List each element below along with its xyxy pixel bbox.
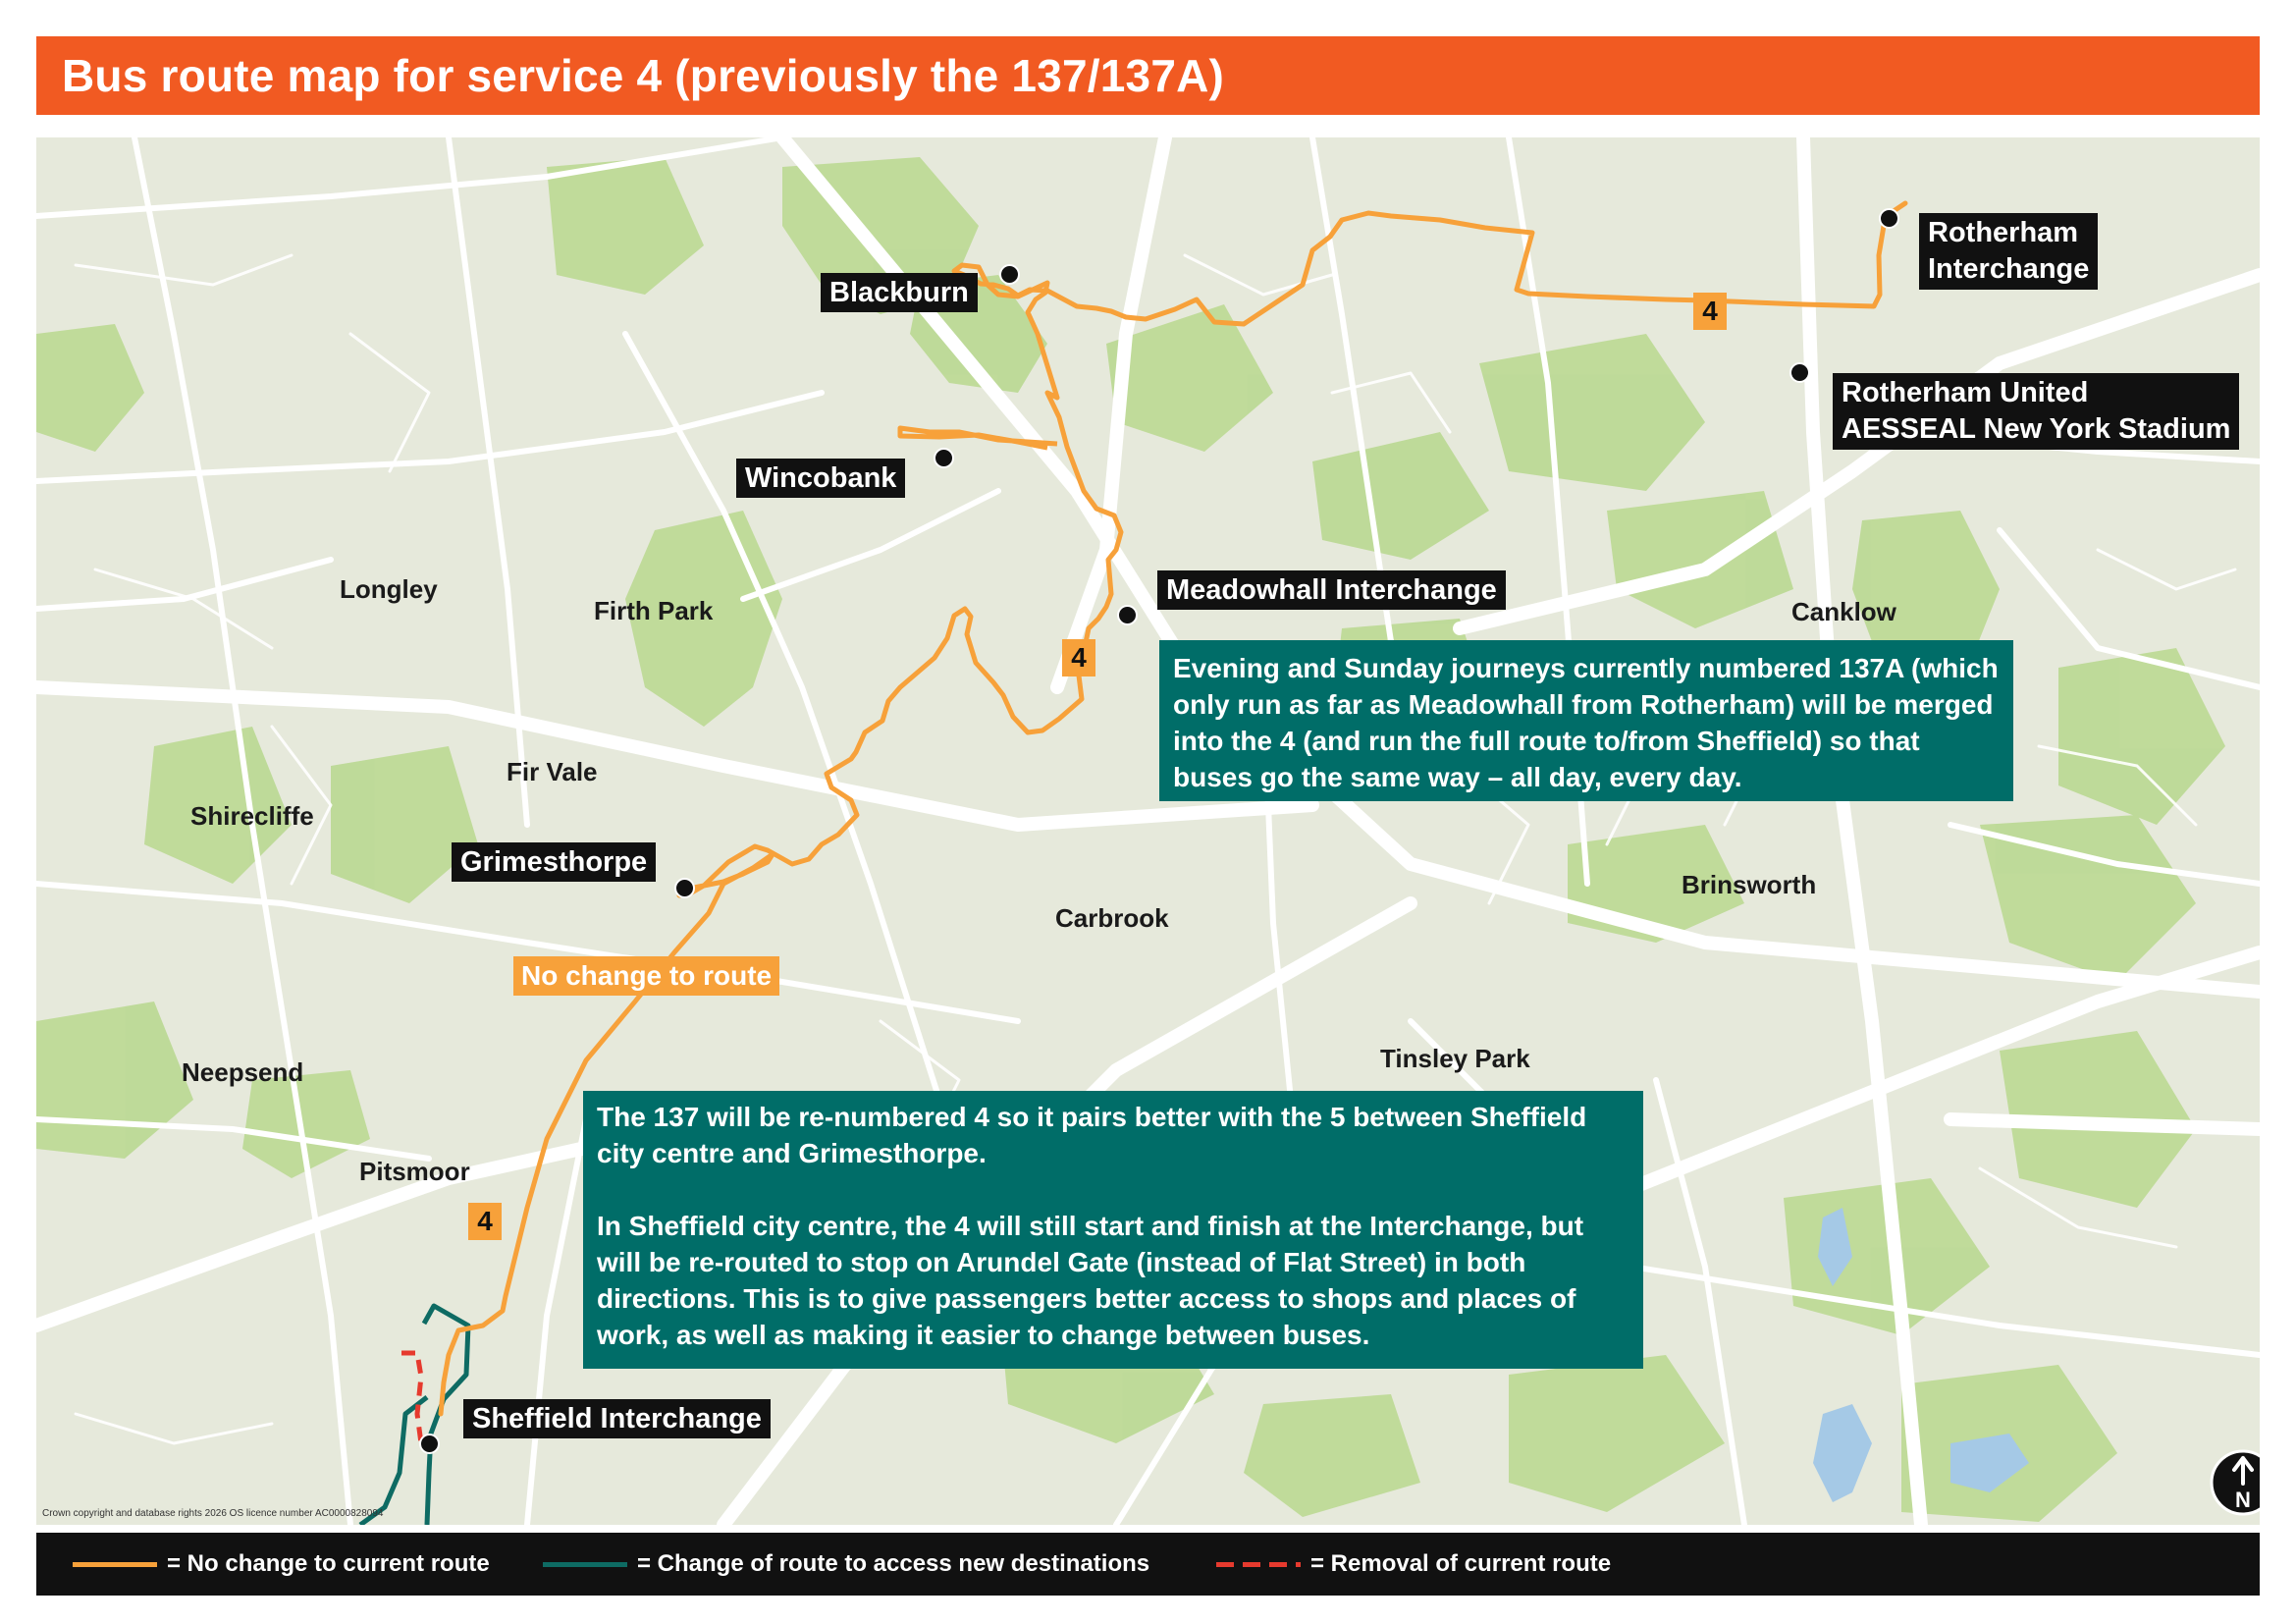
info-renumber-paragraph-2: In Sheffield city centre, the 4 will still start and finish at the Interchange, but will be re-routed to stop on Arundel Gate (instead of Flat Street) in both directions. This is to give passengers better access to shops and places of work, as well as making it easier to change between buses. [597, 1211, 1584, 1350]
copyright-notice: Crown copyright and database rights 2026 OS licence number AC0000828094 [42, 1508, 384, 1519]
north-arrow-icon [2209, 1448, 2260, 1517]
legend-green-line [543, 1562, 627, 1567]
stop-label-rotherham-united[interactable]: Rotherham United AESSEAL New York Stadium [1833, 373, 2239, 450]
place-shirecliffe: Shirecliffe [190, 801, 314, 831]
stop-label-sheffield-interchange[interactable]: Sheffield Interchange [463, 1399, 771, 1438]
route-number-marker-meadowhall: 4 [1062, 639, 1095, 677]
sheffield-interchange-stop-dot[interactable] [419, 1434, 440, 1454]
legend-orange-line [73, 1562, 157, 1567]
route-number-marker-rotherham: 4 [1693, 293, 1727, 330]
no-change-callout: No change to route [513, 956, 779, 996]
stop-label-wincobank[interactable]: Wincobank [736, 459, 905, 498]
grimesthorpe-stop-dot[interactable] [674, 878, 695, 898]
place-pitsmoor: Pitsmoor [359, 1157, 470, 1186]
place-brinsworth: Brinsworth [1682, 870, 1817, 899]
route-number-marker-pitsmoor: 4 [468, 1203, 502, 1240]
legend-label-no-change: = No change to current route [167, 1550, 490, 1577]
map-title: Bus route map for service 4 (previously the 137/137A) [36, 36, 2260, 115]
stop-label-blackburn[interactable]: Blackburn [821, 273, 978, 312]
legend-item-no-change [73, 1533, 490, 1596]
place-neepsend: Neepsend [182, 1057, 304, 1087]
info-137a-text: Evening and Sunday journeys currently numbered 137A (which only run as far as Meadowhall from Rotherham) will be merged into the 4 (and run the full route to/from Sheffield) so that buses go the same way – all day, every day. [1173, 653, 1999, 792]
rotherham-interchange-stop-dot[interactable] [1879, 208, 1899, 229]
legend-red-dashed-line [1216, 1562, 1301, 1567]
stop-label-meadowhall[interactable]: Meadowhall Interchange [1157, 570, 1506, 610]
blackburn-stop-dot[interactable] [999, 264, 1020, 285]
rotherham-united-stop-dot[interactable] [1789, 362, 1810, 383]
legend-item-change-of-route [543, 1533, 1149, 1596]
place-canklow: Canklow [1791, 597, 1896, 626]
wincobank-stop-dot[interactable] [934, 448, 954, 468]
legend [36, 1533, 2260, 1596]
north-label: N [2235, 1488, 2251, 1512]
stop-label-grimesthorpe[interactable]: Grimesthorpe [452, 842, 656, 882]
meadowhall-stop-dot[interactable] [1117, 605, 1138, 625]
route-map[interactable] [36, 137, 2260, 1525]
place-longley: Longley [340, 574, 438, 604]
legend-label-change-of-route: = Change of route to access new destinations [637, 1550, 1150, 1577]
info-box-renumbering [583, 1091, 1643, 1369]
stop-label-rotherham-interchange[interactable]: Rotherham Interchange [1919, 213, 2098, 290]
place-fir-vale: Fir Vale [507, 757, 598, 786]
place-carbrook: Carbrook [1055, 903, 1169, 933]
place-firth-park: Firth Park [594, 596, 714, 625]
info-renumber-paragraph-1: The 137 will be re-numbered 4 so it pairs better with the 5 between Sheffield city centre and Grimesthorpe. [597, 1102, 1587, 1168]
legend-label-removal: = Removal of current route [1310, 1550, 1612, 1577]
new-route-line [424, 1306, 468, 1525]
legend-item-removal [1216, 1533, 1611, 1596]
info-box-137a-merge [1159, 640, 2013, 801]
place-tinsley-park: Tinsley Park [1380, 1044, 1530, 1073]
